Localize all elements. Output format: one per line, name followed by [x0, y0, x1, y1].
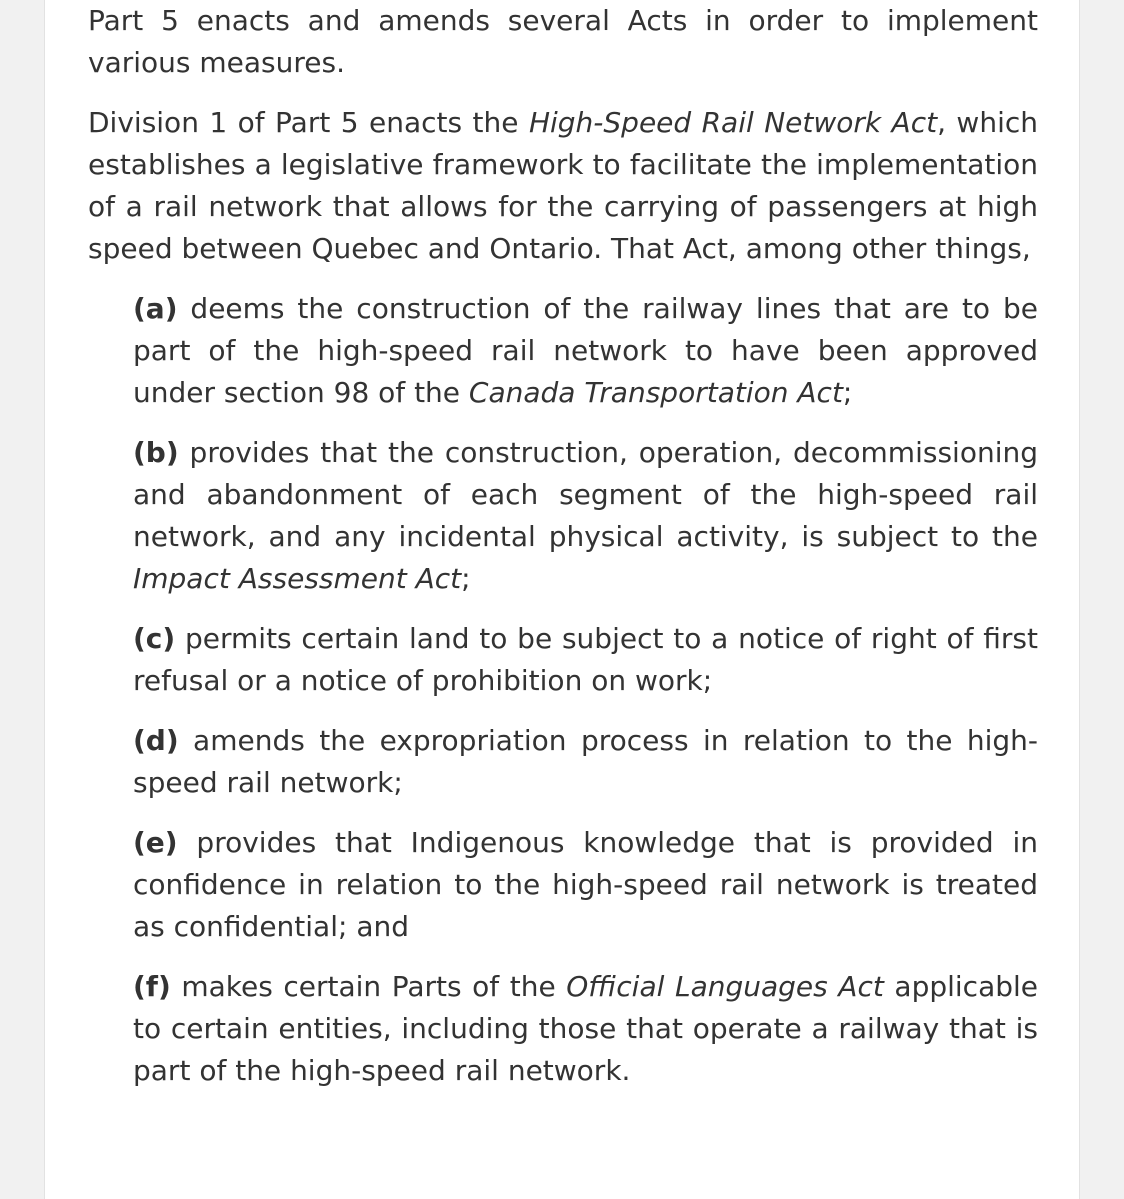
provision-text-d: amends the expropriation process in relation to the high-speed rail network; — [133, 724, 1038, 799]
provision-label-a: (a) — [133, 292, 178, 325]
provision-item-b — [133, 432, 1038, 600]
division-text-before: Division 1 of Part 5 enacts the — [88, 106, 529, 139]
document-content — [88, 0, 1038, 1092]
act-title-canada-transportation: Canada Transportation Act — [468, 376, 843, 409]
provision-item-a — [133, 288, 1038, 414]
provision-text-f-after: applicable to certain entities, including those that operate a railway that is part of the high-speed rail network. — [133, 970, 1039, 1087]
provision-label-d: (d) — [133, 724, 179, 757]
provision-list — [133, 288, 1038, 1092]
provision-text-a-before: deems the construction of the railway lines that are to be part of the high-speed rail network to have been approved under section 98 of the — [133, 292, 1038, 409]
intro-paragraph: Part 5 enacts and amends several Acts in order to implement various measures. — [88, 4, 1038, 79]
division-text-after: , which establishes a legislative framework to facilitate the implementation of a rail network that allows for the carrying of passengers at high speed between Quebec and Ontario. That Act, among other things, — [88, 106, 1038, 265]
provision-text-b-before: provides that the construction, operation, decommissioning and abandonment of each segment of the high-speed rail network, and any incidental physical activity, is subject to the — [133, 436, 1038, 553]
provision-label-c: (c) — [133, 622, 176, 655]
document-page — [44, 0, 1080, 1199]
provision-text-a-after: ; — [842, 376, 853, 409]
provision-item-f — [133, 966, 1038, 1092]
provision-text-b-after: ; — [461, 562, 471, 595]
provision-item-c — [133, 618, 1038, 702]
provision-text-c: permits certain land to be subject to a notice of right of first refusal or a notice of prohibition on work; — [133, 622, 1038, 697]
provision-label-e: (e) — [133, 826, 178, 859]
provision-item-e — [133, 822, 1038, 948]
division-paragraph — [88, 102, 1038, 270]
provision-text-e: provides that Indigenous knowledge that is provided in confidence in relation to the high-speed rail network is treated as confidential; and — [133, 826, 1038, 943]
act-title-official-languages: Official Languages Act — [566, 970, 884, 1003]
act-title-high-speed-rail: High-Speed Rail Network Act — [528, 106, 938, 139]
provision-item-d — [133, 720, 1038, 804]
provision-label-b: (b) — [133, 436, 179, 469]
provision-text-f-before: makes certain Parts of the — [170, 970, 567, 1003]
provision-label-f: (f) — [133, 970, 171, 1003]
act-title-impact-assessment: Impact Assessment Act — [133, 562, 462, 595]
